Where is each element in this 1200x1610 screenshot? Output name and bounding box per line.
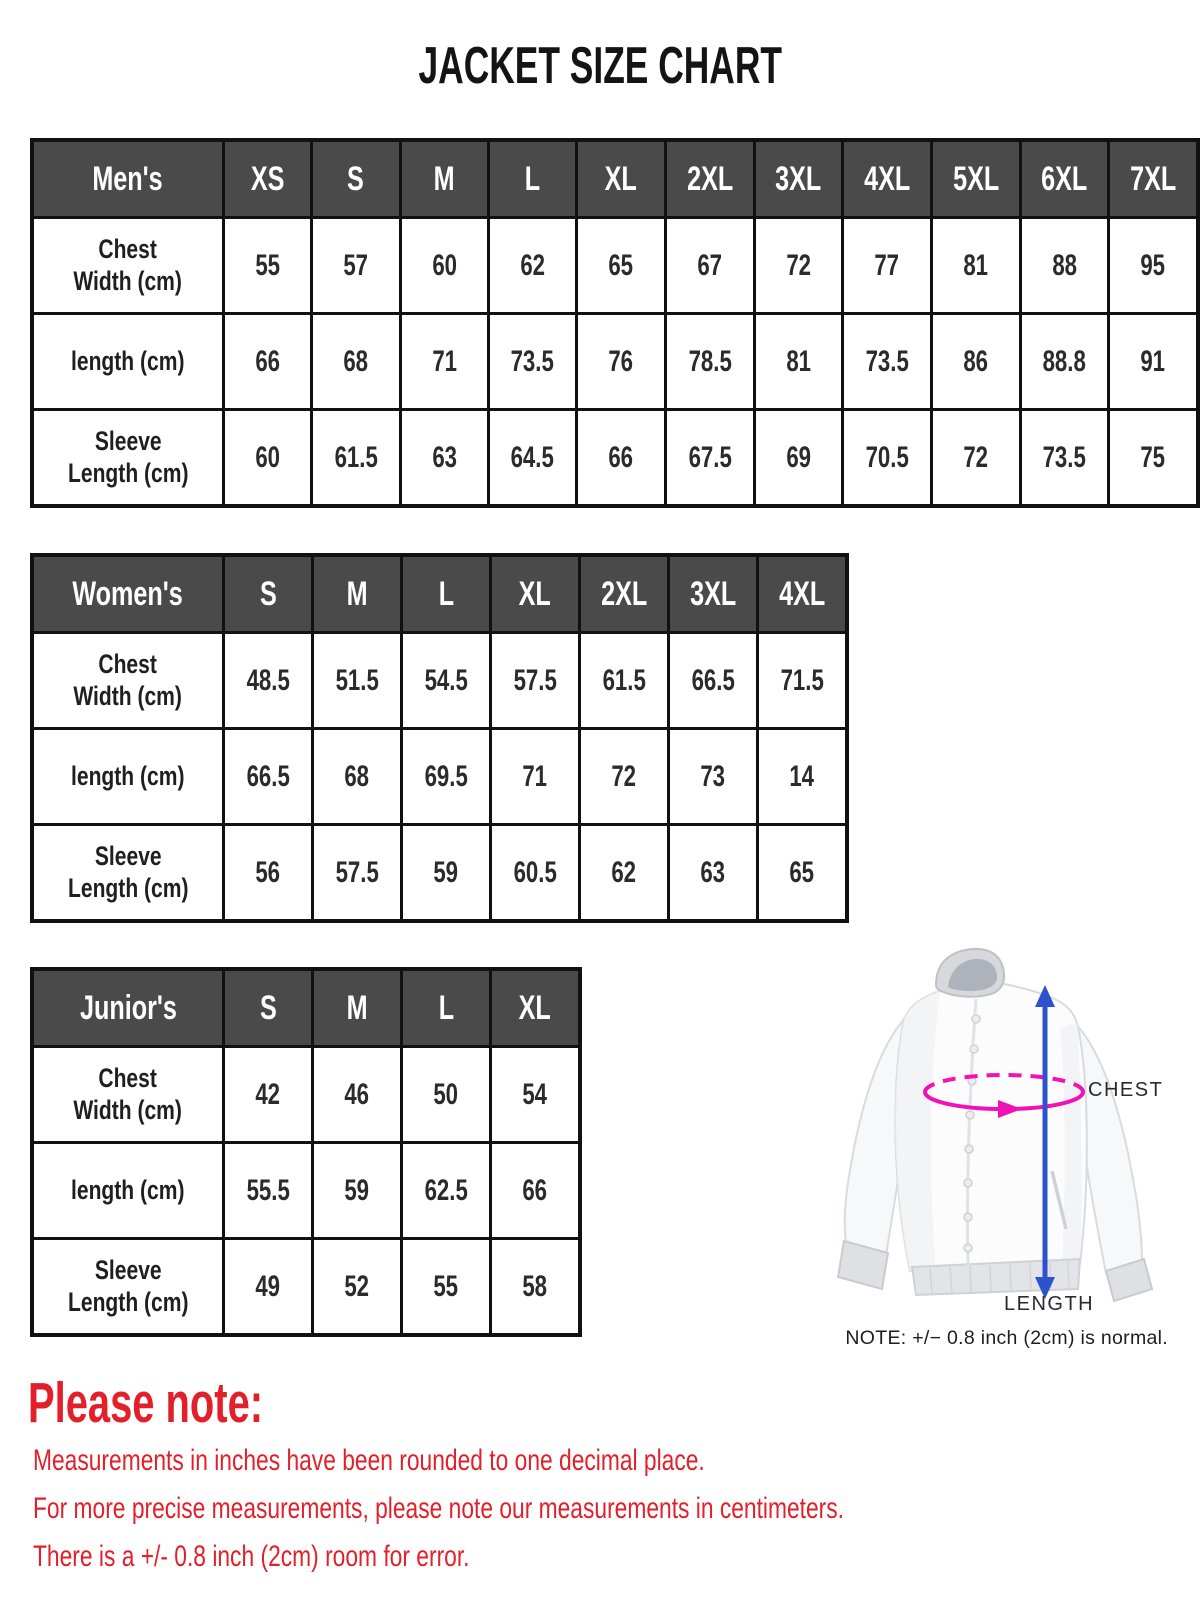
measurement-value-cell: 54.5 bbox=[402, 633, 491, 729]
size-column-header: M bbox=[313, 969, 402, 1047]
measurement-value-cell: 81 bbox=[754, 314, 843, 410]
size-column-header: 6XL bbox=[1020, 140, 1109, 218]
measurement-value-cell: 73.5 bbox=[488, 314, 577, 410]
measurement-value-cell: 72 bbox=[580, 729, 669, 825]
measurement-value-cell: 57.5 bbox=[313, 825, 402, 922]
size-column-header: S bbox=[224, 969, 313, 1047]
measurement-value-cell: 68 bbox=[311, 314, 400, 410]
table-row bbox=[32, 1239, 580, 1336]
size-column-header: M bbox=[400, 140, 488, 218]
size-column-header: 4XL bbox=[758, 555, 848, 633]
measurement-value-cell: 66 bbox=[577, 410, 665, 507]
measurement-row-label: Chest Width (cm) bbox=[32, 1047, 224, 1143]
size-table bbox=[30, 553, 849, 923]
table-row bbox=[32, 218, 1198, 314]
group-name-header: Women's bbox=[32, 555, 224, 633]
measurement-value-cell: 91 bbox=[1109, 314, 1198, 410]
measurement-value-cell: 58 bbox=[491, 1239, 581, 1336]
measurement-value-cell: 62.5 bbox=[402, 1143, 491, 1239]
measurement-value-cell: 81 bbox=[931, 218, 1020, 314]
table-row bbox=[32, 729, 847, 825]
table-row bbox=[32, 1143, 580, 1239]
size-column-header: S bbox=[311, 140, 400, 218]
measurement-value-cell: 48.5 bbox=[224, 633, 313, 729]
size-column-header: L bbox=[402, 555, 491, 633]
measurement-value-cell: 61.5 bbox=[580, 633, 669, 729]
size-column-header: XL bbox=[491, 555, 580, 633]
measurement-value-cell: 67 bbox=[665, 218, 754, 314]
measurement-value-cell: 88.8 bbox=[1020, 314, 1109, 410]
chest-label: CHEST bbox=[1088, 1079, 1164, 1101]
measurement-value-cell: 63 bbox=[400, 410, 488, 507]
measurement-row-label: Sleeve Length (cm) bbox=[32, 825, 224, 922]
page-title: JACKET SIZE CHART bbox=[418, 37, 782, 95]
measurement-value-cell: 71.5 bbox=[758, 633, 848, 729]
measurement-value-cell: 65 bbox=[577, 218, 665, 314]
measurement-value-cell: 71 bbox=[400, 314, 488, 410]
measurement-value-cell: 56 bbox=[224, 825, 313, 922]
measurement-value-cell: 63 bbox=[669, 825, 758, 922]
measurement-value-cell: 69.5 bbox=[402, 729, 491, 825]
measurement-value-cell: 60 bbox=[223, 410, 311, 507]
measurement-value-cell: 76 bbox=[577, 314, 665, 410]
measurement-value-cell: 72 bbox=[931, 410, 1020, 507]
measurement-value-cell: 75 bbox=[1109, 410, 1198, 507]
measurement-value-cell: 42 bbox=[224, 1047, 313, 1143]
size-column-header: S bbox=[224, 555, 313, 633]
please-note-line: There is a +/- 0.8 inch (2cm) room for error. bbox=[33, 1540, 470, 1573]
womens-size-table bbox=[30, 553, 849, 923]
measurement-row-label: length (cm) bbox=[32, 1143, 224, 1239]
measurement-value-cell: 14 bbox=[758, 729, 848, 825]
size-column-header: L bbox=[402, 969, 491, 1047]
tolerance-note: NOTE: +/− 0.8 inch (2cm) is normal. bbox=[845, 1327, 1168, 1349]
mens-size-table bbox=[30, 138, 1200, 508]
measurement-value-cell: 62 bbox=[488, 218, 577, 314]
measurement-row-label: Sleeve Length (cm) bbox=[32, 410, 223, 507]
measurement-value-cell: 49 bbox=[224, 1239, 313, 1336]
length-label: LENGTH bbox=[1004, 1293, 1095, 1315]
size-table bbox=[30, 138, 1200, 508]
table-row bbox=[32, 410, 1198, 507]
measurement-value-cell: 73.5 bbox=[843, 314, 932, 410]
measurement-row-label: Chest Width (cm) bbox=[32, 218, 223, 314]
measurement-value-cell: 66 bbox=[491, 1143, 581, 1239]
table-row bbox=[32, 1047, 580, 1143]
table-row bbox=[32, 825, 847, 922]
measurement-value-cell: 50 bbox=[402, 1047, 491, 1143]
size-column-header: 3XL bbox=[669, 555, 758, 633]
size-table bbox=[30, 967, 582, 1337]
measurement-value-cell: 68 bbox=[313, 729, 402, 825]
juniors-size-table bbox=[30, 967, 582, 1337]
measurement-value-cell: 62 bbox=[580, 825, 669, 922]
size-column-header: XL bbox=[491, 969, 581, 1047]
measurement-value-cell: 77 bbox=[843, 218, 932, 314]
measurement-value-cell: 55 bbox=[223, 218, 311, 314]
table-row bbox=[32, 633, 847, 729]
measurement-value-cell: 46 bbox=[313, 1047, 402, 1143]
measurement-value-cell: 59 bbox=[313, 1143, 402, 1239]
measurement-value-cell: 73.5 bbox=[1020, 410, 1109, 507]
measurement-value-cell: 67.5 bbox=[665, 410, 754, 507]
measurement-value-cell: 55 bbox=[402, 1239, 491, 1336]
measurement-value-cell: 55.5 bbox=[224, 1143, 313, 1239]
size-column-header: M bbox=[313, 555, 402, 633]
measurement-value-cell: 88 bbox=[1020, 218, 1109, 314]
measurement-value-cell: 73 bbox=[669, 729, 758, 825]
measurement-value-cell: 60 bbox=[400, 218, 488, 314]
size-column-header: 7XL bbox=[1109, 140, 1198, 218]
size-column-header: 3XL bbox=[754, 140, 843, 218]
measurement-value-cell: 86 bbox=[931, 314, 1020, 410]
measurement-value-cell: 71 bbox=[491, 729, 580, 825]
size-column-header: L bbox=[488, 140, 577, 218]
table-row bbox=[32, 314, 1198, 410]
measurement-value-cell: 95 bbox=[1109, 218, 1198, 314]
size-column-header: 4XL bbox=[843, 140, 932, 218]
measurement-value-cell: 51.5 bbox=[313, 633, 402, 729]
size-column-header: 2XL bbox=[665, 140, 754, 218]
please-note-line: For more precise measurements, please note our measurements in centimeters. bbox=[33, 1492, 845, 1525]
measurement-value-cell: 66.5 bbox=[224, 729, 313, 825]
measurement-row-label: length (cm) bbox=[32, 729, 224, 825]
jacket-illustration bbox=[790, 943, 1170, 1303]
measurement-value-cell: 78.5 bbox=[665, 314, 754, 410]
measurement-row-label: length (cm) bbox=[32, 314, 223, 410]
measurement-value-cell: 65 bbox=[758, 825, 848, 922]
measurement-value-cell: 57 bbox=[311, 218, 400, 314]
measurement-value-cell: 66 bbox=[223, 314, 311, 410]
please-note-line: Measurements in inches have been rounded to one decimal place. bbox=[33, 1444, 705, 1477]
size-column-header: XL bbox=[577, 140, 665, 218]
measurement-value-cell: 61.5 bbox=[311, 410, 400, 507]
measurement-value-cell: 64.5 bbox=[488, 410, 577, 507]
measurement-value-cell: 72 bbox=[754, 218, 843, 314]
group-name-header: Men's bbox=[32, 140, 223, 218]
measurement-value-cell: 52 bbox=[313, 1239, 402, 1336]
size-column-header: 5XL bbox=[931, 140, 1020, 218]
measurement-value-cell: 70.5 bbox=[843, 410, 932, 507]
measurement-row-label: Sleeve Length (cm) bbox=[32, 1239, 224, 1336]
measurement-value-cell: 54 bbox=[491, 1047, 581, 1143]
size-column-header: 2XL bbox=[580, 555, 669, 633]
measurement-value-cell: 66.5 bbox=[669, 633, 758, 729]
measurement-row-label: Chest Width (cm) bbox=[32, 633, 224, 729]
measurement-value-cell: 60.5 bbox=[491, 825, 580, 922]
group-name-header: Junior's bbox=[32, 969, 224, 1047]
measurement-value-cell: 69 bbox=[754, 410, 843, 507]
size-column-header: XS bbox=[223, 140, 311, 218]
please-note-heading: Please note: bbox=[28, 1371, 264, 1435]
measurement-value-cell: 57.5 bbox=[491, 633, 580, 729]
measurement-value-cell: 59 bbox=[402, 825, 491, 922]
